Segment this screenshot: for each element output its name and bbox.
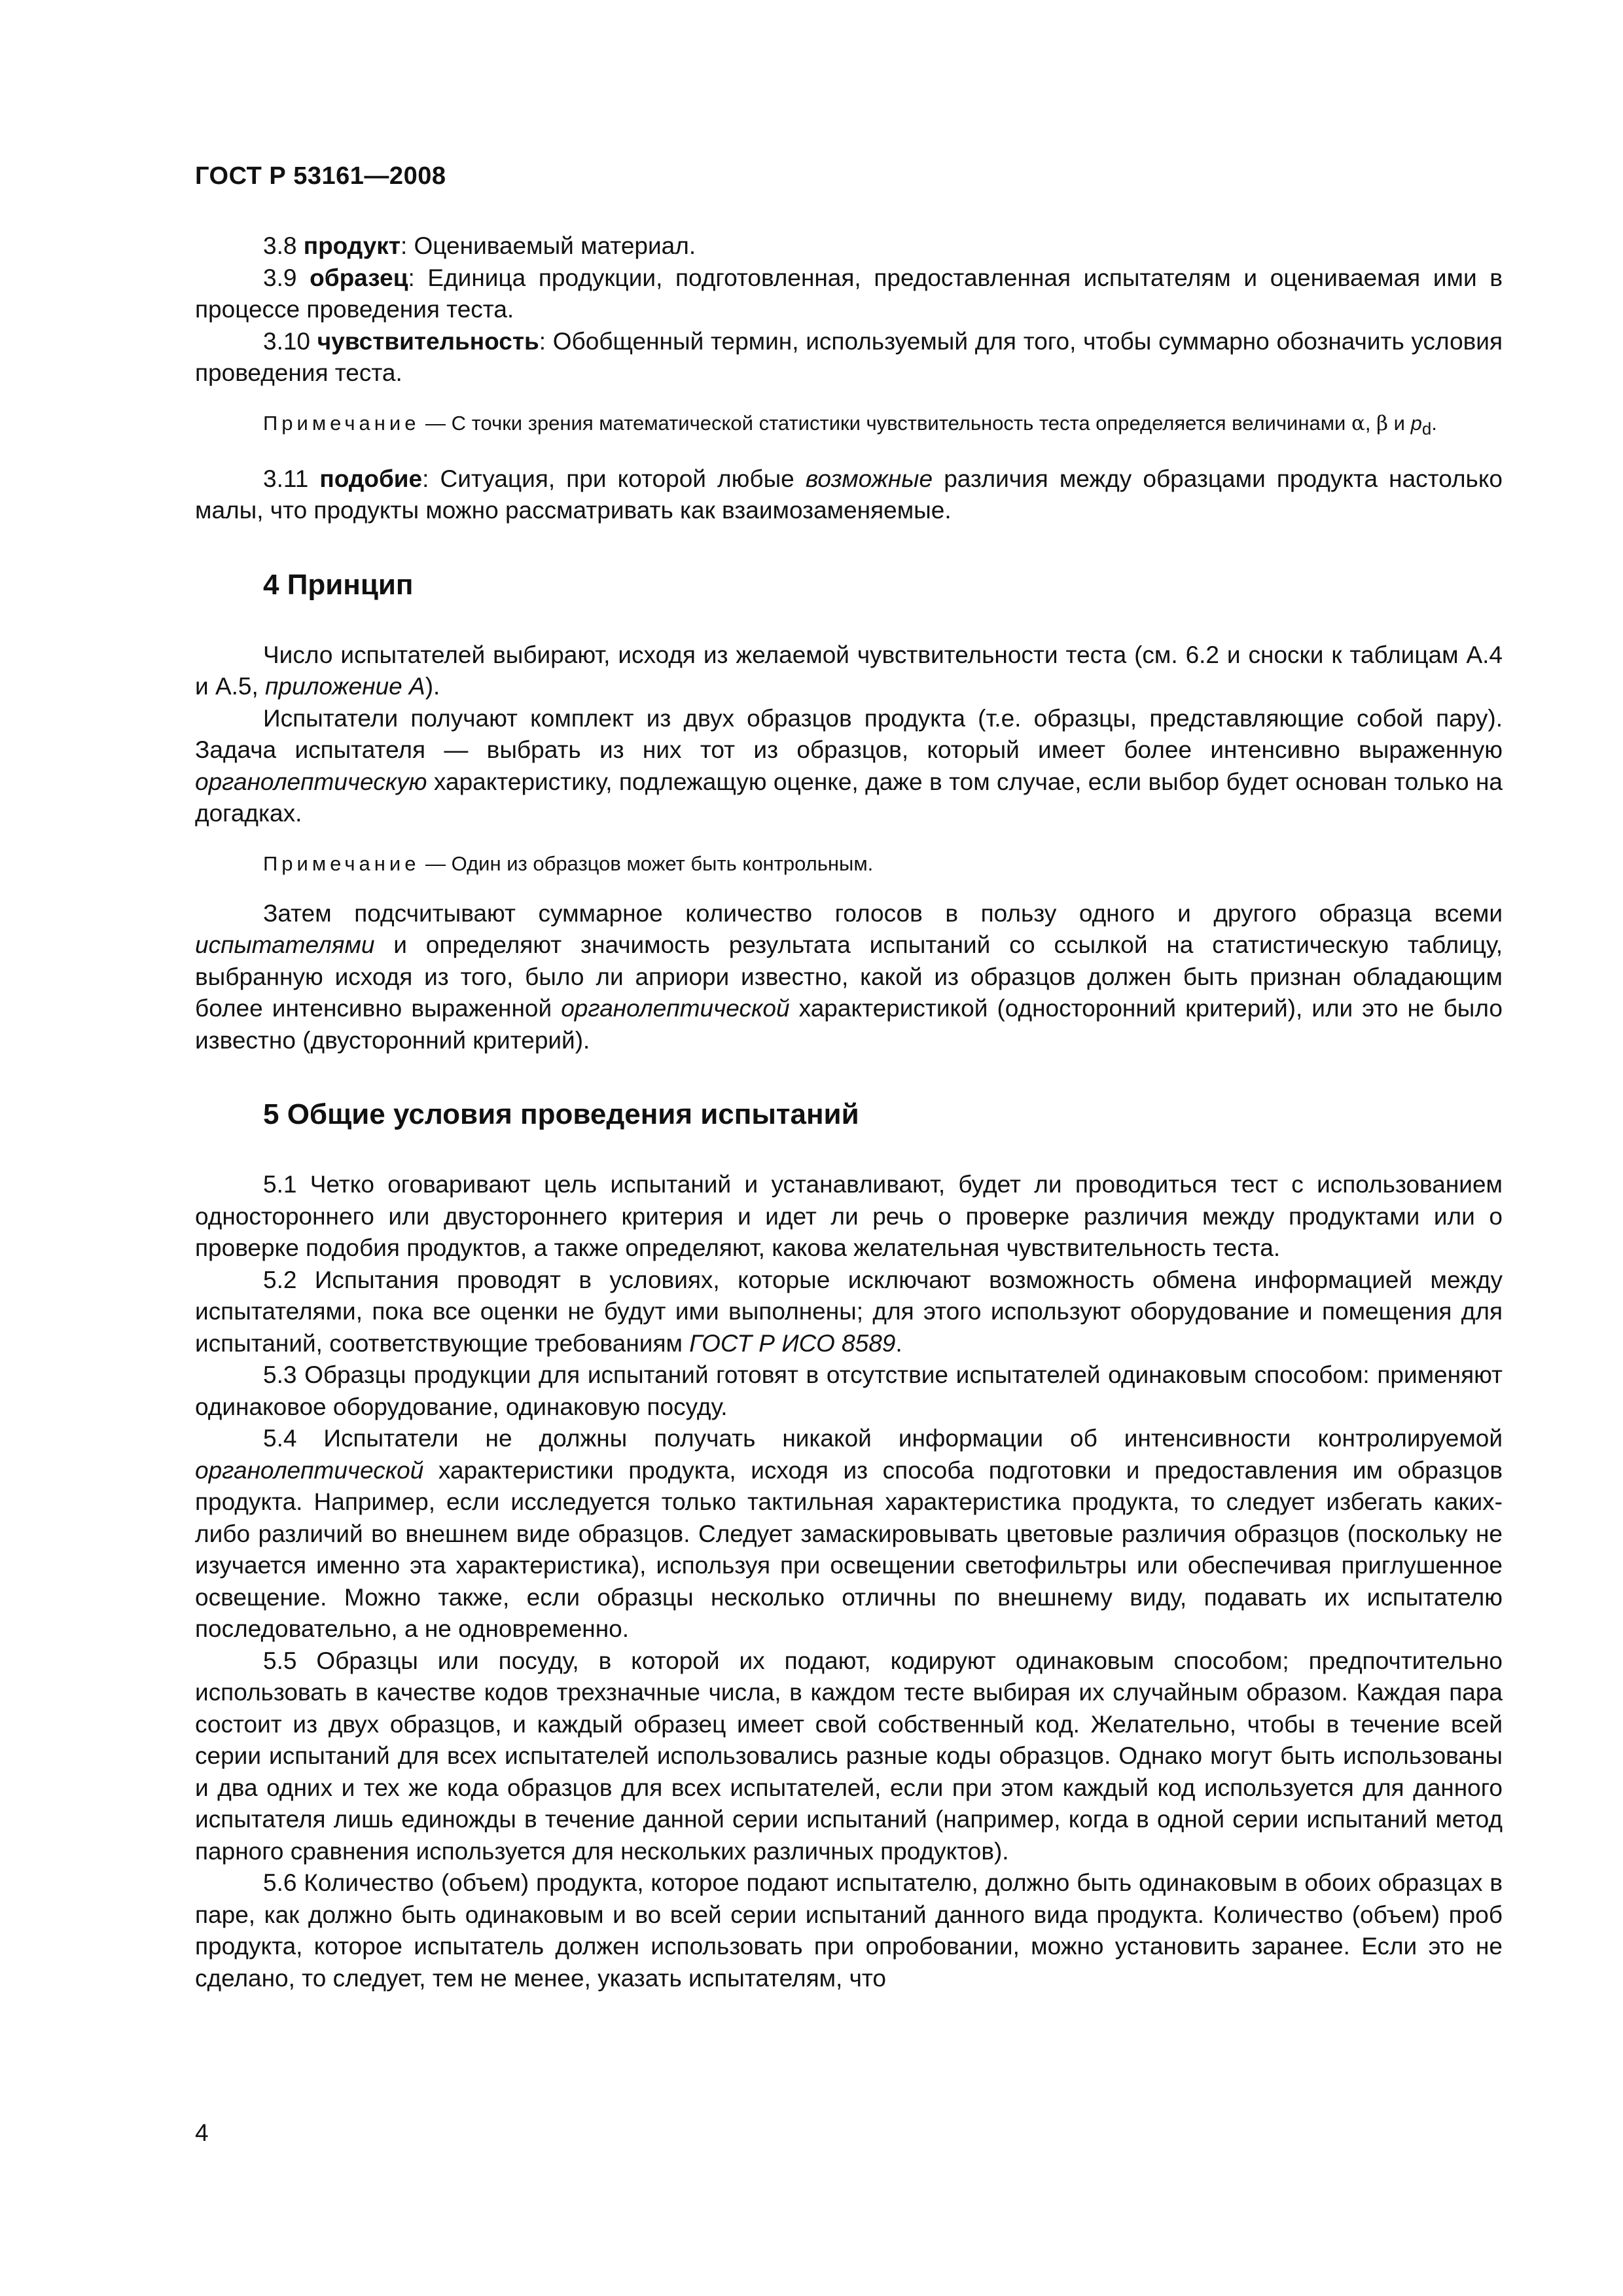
term-name: образец	[310, 264, 408, 291]
symbol-p: p	[1410, 411, 1422, 435]
document-header: ГОСТ Р 53161—2008	[195, 162, 446, 190]
term-definition: : Обобщенный термин, используемый для того, чтобы суммарно обозначить условия проведения теста.	[195, 327, 1503, 386]
paragraph-text: характеристику, подлежащую оценке, даже в том случае, если выбор будет основан только на догадках.	[195, 768, 1503, 827]
term-number: 3.8	[263, 232, 297, 259]
term-name: подобие	[319, 465, 423, 492]
note-separator: ,	[1364, 411, 1377, 435]
annex-reference: приложение А	[265, 673, 425, 700]
note-label: Примечание	[263, 411, 420, 435]
note-label: Примечание	[263, 852, 420, 875]
term-3-11	[195, 463, 1503, 527]
clause-5-4	[195, 1423, 1503, 1645]
emphasis: органолептической	[195, 1456, 424, 1484]
emphasis: испытателями	[195, 931, 375, 959]
symbol-beta: β	[1376, 411, 1389, 435]
section-4-paragraph-1	[195, 639, 1503, 703]
paragraph-text: и определяют значимость результата испытаний со ссылкой на статистическую таблицу, выбранную исходя из того, было ли априори известно, какой из образцов должен быть признан обладающим более интенсивно выраженной	[195, 931, 1503, 1022]
term-3-9	[195, 262, 1503, 326]
paragraph-text: 5.2 Испытания проводят в условиях, которые исключают возможность обмена информацией между испытателями, пока все оценки не будут ими выполнены; для этого используют оборудование и помещения для испытаний, соответствующие требованиям	[195, 1266, 1503, 1357]
emphasis: органолептической	[561, 995, 790, 1022]
term-definition: : Единица продукции, подготовленная, предоставленная испытателям и оцениваемая ими в процессе проведения теста.	[195, 264, 1503, 323]
emphasis: органолептическую	[195, 768, 427, 795]
section-4-paragraph-2	[195, 703, 1503, 830]
section-4-heading: 4 Принцип	[263, 568, 414, 601]
term-number: 3.11	[263, 465, 309, 492]
note-text: — Один из образцов может быть контрольным.	[419, 852, 874, 875]
note-end: .	[1431, 411, 1437, 435]
term-3-8	[195, 230, 1503, 262]
clause-5-6: 5.6 Количество (объем) продукта, которое подают испытателю, должно быть одинаковым в обоих образцах в паре, как должно быть одинаковым и во всей серии испытаний данного вида продукта. Количество (объем) проб продукта, которое испытатель должен использовать при опробовании, можно установить заранее. Если это не сделано, то следует, тем не менее, указать испытателям, что	[195, 1869, 1503, 1992]
paragraph-text: Число испытателей выбирают, исходя из желаемой чувствительности теста (см. 6.2 и сноски к таблицам А.4 и А.5,	[195, 641, 1503, 700]
term-definition: : Оцениваемый материал.	[400, 232, 696, 259]
term-definition: : Ситуация, при которой любые	[422, 465, 806, 492]
paragraph-text: характеристики продукта, исходя из способа подготовки и предоставления им образцов продукта. Например, если исследуется только тактильная характеристика продукта, то следует избегать каких-либо различий во внешнем виде образцов. Следует замаскировывать цветовые различия образцов (поскольку не изучается именно эта характеристика), используя при освещении светофильтры или обеспечивая приглушенное освещение. Можно также, если образцы несколько отличны по внешнему виду, подавать их испытателю последовательно, а не одновременно.	[195, 1456, 1503, 1643]
paragraph-text: .	[895, 1329, 902, 1357]
note-section-4	[195, 850, 1503, 878]
clause-5-2	[195, 1265, 1503, 1360]
symbol-p-subscript: d	[1421, 420, 1432, 439]
paragraph-text: ).	[425, 673, 440, 700]
clause-5-5: 5.5 Образцы или посуду, в которой их подают, кодируют одинаковым способом; предпочтительно использовать в качестве кодов трехзначные числа, в каждом тесте выбирая их случайным образом. Каждая пара состоит из двух образцов, и каждый образец имеет свой собственный код. Желательно, чтобы в течение всей серии испытаний для всех испытателей использовались разные коды образцов. Однако могут быть использованы и два одних и тех же кода образцов для всех испытателей, если при этом каждый код используется для данного испытателя лишь единожды в течение данной серии испытаний (например, когда в одной серии испытаний метод парного сравнения используется для нескольких различных продуктов).	[195, 1647, 1503, 1865]
paragraph-text: 5.4 Испытатели не должны получать никакой информации об интенсивности контролируемой	[263, 1425, 1503, 1452]
term-name: чувствительность	[317, 327, 539, 355]
clause-5-3: 5.3 Образцы продукции для испытаний готовят в отсутствие испытателей одинаковым способом: применяют одинаковое оборудование, одинаковую посуду.	[195, 1361, 1503, 1420]
term-emphasis: возможные	[805, 465, 933, 492]
term-name: продукт	[303, 232, 401, 259]
section-5-heading: 5 Общие условия проведения испытаний	[263, 1098, 859, 1131]
document-body	[195, 230, 1503, 1994]
term-definition-cont: различия между образцами продукта настолько малы, что продукты можно рассматривать как взаимозаменяемые.	[195, 465, 1503, 524]
term-3-10	[195, 326, 1503, 389]
paragraph-text: Испытатели получают комплект из двух образцов продукта (т.е. образцы, представляющие собой пару). Задача испытателя — выбрать из них тот из образцов, который имеет более интенсивно выраженную	[195, 704, 1503, 764]
symbol-alpha: α	[1351, 411, 1365, 435]
page-number: 4	[195, 2119, 209, 2146]
note-text: — С точки зрения математической статистики чувствительность теста определяется величинами	[419, 411, 1351, 435]
term-number: 3.10	[263, 327, 311, 355]
section-4-paragraph-3	[195, 898, 1503, 1057]
clause-5-1: 5.1 Четко оговаривают цель испытаний и устанавливают, будет ли проводиться тест с использованием одностороннего или двустороннего критерия и идет ли речь о проверке различия между продуктами или о проверке подобия продуктов, а также определяют, какова желательная чувствительность теста.	[195, 1171, 1503, 1262]
standard-reference: ГОСТ Р ИСО 8589	[689, 1329, 896, 1357]
term-number: 3.9	[263, 264, 297, 291]
paragraph-text: характеристикой (односторонний критерий), или это не было известно (двусторонний критерий).	[195, 995, 1503, 1054]
paragraph-text: Затем подсчитывают суммарное количество голосов в пользу одного и другого образца всеми	[263, 899, 1503, 927]
note-3-10	[195, 409, 1503, 444]
note-separator: и	[1388, 411, 1411, 435]
